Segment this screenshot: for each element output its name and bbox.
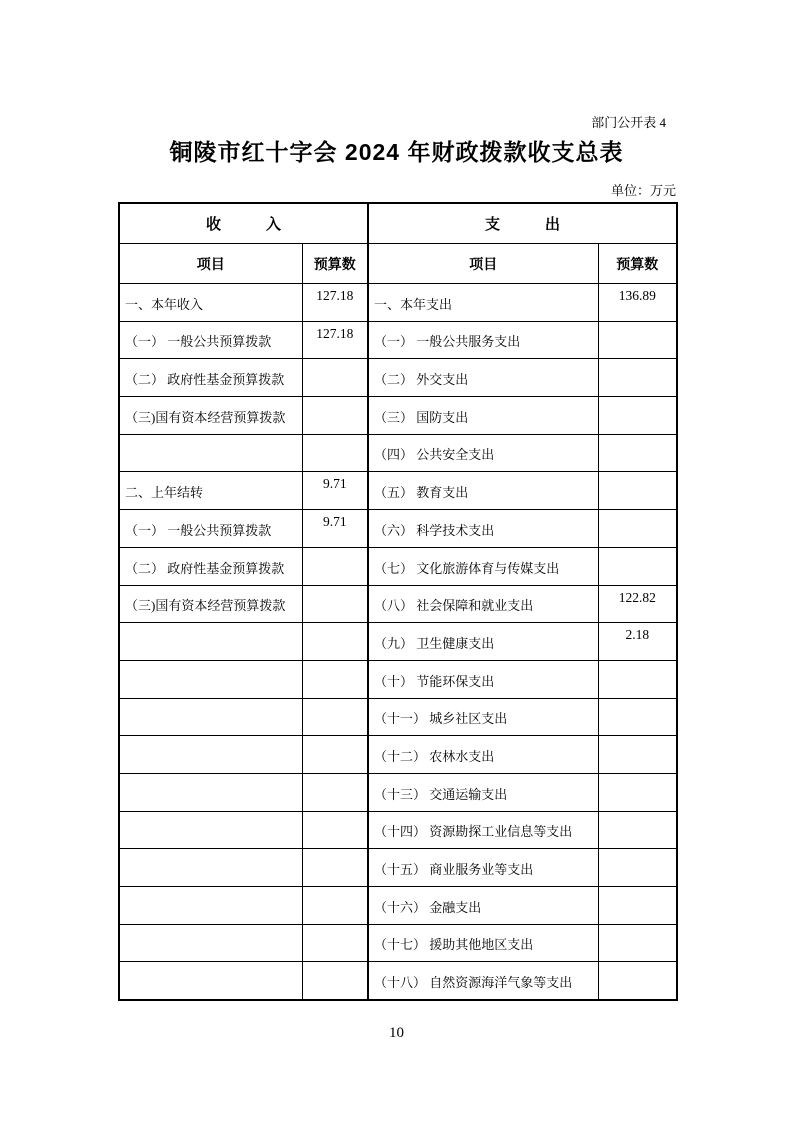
table-row <box>119 623 677 661</box>
income-item-cell: （一） 一般公共预算拨款 <box>119 321 302 359</box>
income-budget-cell <box>302 547 368 585</box>
income-budget-cell <box>302 887 368 925</box>
expense-item-cell: （七） 文化旅游体育与传媒支出 <box>368 547 598 585</box>
table-row <box>119 397 677 435</box>
income-item-cell <box>119 887 302 925</box>
table-row <box>119 510 677 548</box>
income-item-cell: 二、上年结转 <box>119 472 302 510</box>
expense-item-column-header: 项目 <box>368 244 598 284</box>
expense-budget-cell <box>598 547 677 585</box>
expense-budget-cell <box>598 736 677 774</box>
expense-item-cell: （四） 公共安全支出 <box>368 434 598 472</box>
table-row <box>119 321 677 359</box>
income-budget-cell <box>302 397 368 435</box>
table-row <box>119 811 677 849</box>
table-row <box>119 434 677 472</box>
income-item-column-header: 项目 <box>119 244 302 284</box>
expense-budget-cell <box>598 811 677 849</box>
table-row <box>119 284 677 322</box>
expense-budget-cell <box>598 321 677 359</box>
income-item-cell: 一、本年收入 <box>119 284 302 322</box>
expense-budget-cell <box>598 924 677 962</box>
expense-item-cell: （十七） 援助其他地区支出 <box>368 924 598 962</box>
income-item-cell <box>119 811 302 849</box>
income-item-cell <box>119 434 302 472</box>
income-item-cell <box>119 849 302 887</box>
income-item-cell <box>119 924 302 962</box>
expense-budget-cell <box>598 660 677 698</box>
income-item-cell <box>119 660 302 698</box>
income-budget-cell: 9.71 <box>302 472 368 510</box>
expense-item-cell: （十三） 交通运输支出 <box>368 773 598 811</box>
section-header-row <box>119 203 677 244</box>
income-budget-cell: 9.71 <box>302 510 368 548</box>
expense-item-cell: 一、本年支出 <box>368 284 598 322</box>
table-row <box>119 773 677 811</box>
expense-item-cell: （十） 节能环保支出 <box>368 660 598 698</box>
income-budget-column-header: 预算数 <box>302 244 368 284</box>
income-item-cell: （一） 一般公共预算拨款 <box>119 510 302 548</box>
table-row <box>119 660 677 698</box>
expense-budget-cell <box>598 472 677 510</box>
income-item-cell: （二） 政府性基金预算拨款 <box>119 547 302 585</box>
income-item-cell: （三)国有资本经营预算拨款 <box>119 397 302 435</box>
income-budget-cell <box>302 773 368 811</box>
income-budget-cell: 127.18 <box>302 321 368 359</box>
expense-item-cell: （十八） 自然资源海洋气象等支出 <box>368 962 598 1000</box>
expense-budget-cell <box>598 849 677 887</box>
income-budget-cell <box>302 811 368 849</box>
unit-label: 单位：万元 <box>610 183 676 198</box>
page-title: 铜陵市红十字会 2024 年财政拨款收支总表 <box>169 139 624 165</box>
expense-item-cell: （一） 一般公共服务支出 <box>368 321 598 359</box>
expense-budget-cell: 136.89 <box>598 284 677 322</box>
table-row <box>119 962 677 1000</box>
income-item-cell <box>119 623 302 661</box>
income-budget-cell <box>302 924 368 962</box>
income-budget-cell <box>302 434 368 472</box>
expense-budget-column-header: 预算数 <box>598 244 677 284</box>
table-row <box>119 736 677 774</box>
expense-item-cell: （六） 科学技术支出 <box>368 510 598 548</box>
expense-item-cell: （十四） 资源勘探工业信息等支出 <box>368 811 598 849</box>
table-row <box>119 472 677 510</box>
expense-budget-cell <box>598 698 677 736</box>
budget-table <box>118 202 678 1001</box>
table-row <box>119 585 677 623</box>
expense-budget-cell: 122.82 <box>598 585 677 623</box>
expense-budget-cell <box>598 962 677 1000</box>
expense-item-cell: （十一） 城乡社区支出 <box>368 698 598 736</box>
income-budget-cell <box>302 962 368 1000</box>
page-number: 10 <box>389 1025 404 1041</box>
income-section-header: 收 入 <box>119 203 368 244</box>
expense-item-cell: （三） 国防支出 <box>368 397 598 435</box>
income-item-cell: （三)国有资本经营预算拨款 <box>119 585 302 623</box>
income-item-cell <box>119 773 302 811</box>
table-row <box>119 698 677 736</box>
income-item-cell: （二） 政府性基金预算拨款 <box>119 359 302 397</box>
income-budget-cell <box>302 849 368 887</box>
table-row <box>119 887 677 925</box>
income-budget-cell: 127.18 <box>302 284 368 322</box>
table-row <box>119 924 677 962</box>
income-budget-cell <box>302 585 368 623</box>
table-row <box>119 547 677 585</box>
income-budget-cell <box>302 359 368 397</box>
expense-budget-cell <box>598 773 677 811</box>
expense-budget-cell <box>598 434 677 472</box>
expense-budget-cell: 2.18 <box>598 623 677 661</box>
income-budget-cell <box>302 623 368 661</box>
expense-item-cell: （五） 教育支出 <box>368 472 598 510</box>
income-item-cell <box>119 698 302 736</box>
expense-section-header: 支 出 <box>368 203 677 244</box>
column-header-row <box>119 244 677 284</box>
income-item-cell <box>119 736 302 774</box>
income-budget-cell <box>302 660 368 698</box>
expense-item-cell: （二） 外交支出 <box>368 359 598 397</box>
income-item-cell <box>119 962 302 1000</box>
expense-item-cell: （九） 卫生健康支出 <box>368 623 598 661</box>
budget-table-body <box>119 284 677 1000</box>
expense-budget-cell <box>598 359 677 397</box>
expense-item-cell: （十六） 金融支出 <box>368 887 598 925</box>
income-budget-cell <box>302 698 368 736</box>
corner-table-label: 部门公开表 4 <box>591 115 666 130</box>
expense-item-cell: （十二） 农林水支出 <box>368 736 598 774</box>
expense-budget-cell <box>598 397 677 435</box>
table-row <box>119 359 677 397</box>
income-budget-cell <box>302 736 368 774</box>
expense-item-cell: （十五） 商业服务业等支出 <box>368 849 598 887</box>
expense-budget-cell <box>598 510 677 548</box>
expense-item-cell: （八） 社会保障和就业支出 <box>368 585 598 623</box>
table-row <box>119 849 677 887</box>
expense-budget-cell <box>598 887 677 925</box>
